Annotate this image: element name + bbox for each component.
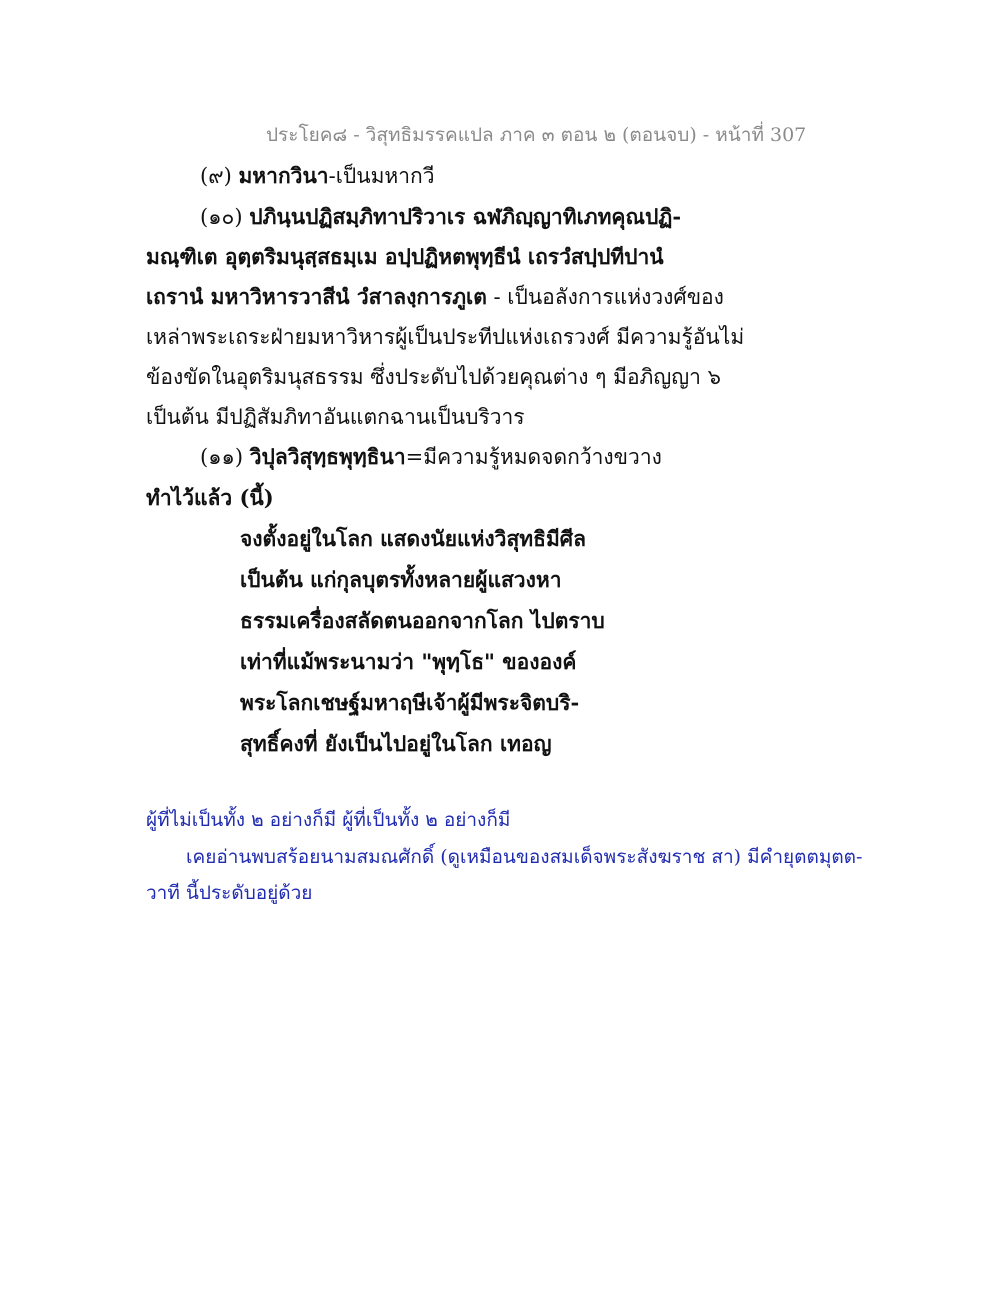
item-9-label: (๙)	[200, 164, 232, 188]
verse-line: พระโลกเชษฐ์มหาฤษีเจ้าผู้มีพระจิตบริ-	[240, 690, 580, 715]
item-10-line-1	[200, 203, 681, 231]
item-11	[200, 443, 662, 471]
verse-line: ธรรมเครื่องสลัดตนออกจากโลก ไปตราบ	[240, 608, 605, 633]
footnote-line-1: ผู้ที่ไม่เป็นทั้ง ๒ อย่างก็มี ผู้ที่เป็นทั้ง ๒ อย่างก็มี	[146, 809, 511, 831]
item-10-line-3	[146, 283, 724, 311]
item-9	[200, 162, 435, 190]
verse-line: เท่าที่แม้พระนามว่า "พุทฺโธ" ขององค์	[240, 649, 577, 674]
item-9-term: มหากวินา	[238, 163, 329, 188]
verse-line: สุทธิ์คงที่ ยังเป็นไปอยู่ในโลก เทอญ	[240, 731, 552, 756]
item-10-line-2: มณฺฑิเต อุตฺตริมนุสฺสธมฺเม อปฺปฏิหตพุทฺธีนํ เถรวํสปฺปทีปานํ	[146, 244, 664, 269]
item-10-pali-1: ปภินฺนปฏิสมฺภิทาปริวาเร ฉฬภิญฺญาทิเภทคุณปฏิ-	[249, 204, 682, 229]
footnote-line-2: เคยอ่านพบสร้อยนามสมณศักดิ์ (ดูเหมือนของสมเด็จพระสังฆราช สา) มีคำยุตตมุตต-	[186, 846, 863, 868]
verse-line: เป็นต้น แก่กุลบุตรทั้งหลายผู้แสวงหา	[240, 567, 562, 592]
item-10-translation-start: - เป็นอลังการแห่งวงศ์ของ	[486, 285, 724, 309]
item-11-label: (๑๑)	[200, 445, 244, 469]
item-10-line-5: ข้องขัดในอุตริมนุสธรรม ซึ่งประดับไปด้วยคุณต่าง ๆ มีอภิญญา ๖	[146, 365, 721, 389]
item-11-term: วิปุลวิสุทฺธพุทฺธินา	[249, 444, 406, 469]
item-10-line-6: เป็นต้น มีปฏิสัมภิทาอันแตกฉานเป็นบริวาร	[146, 405, 525, 429]
footnote-line-3: วาที นี้ประดับอยู่ด้วย	[146, 882, 313, 904]
item-9-meaning: -เป็นมหากวี	[328, 164, 435, 188]
item-10-label: (๑๐)	[200, 205, 243, 229]
page-header: ประโยค๘ - วิสุทธิมรรคแปล ภาค ๓ ตอน ๒ (ตอนจบ) - หน้าที่ 307	[266, 124, 807, 146]
verse-line: จงตั้งอยู่ในโลก แสดงนัยแห่งวิสุทธิมีศีล	[240, 526, 586, 551]
item-10-line-4: เหล่าพระเถระฝ่ายมหาวิหารผู้เป็นประทีปแห่งเถรวงศ์ มีความรู้อันไม่	[146, 325, 745, 349]
item-10-pali-3: เถรานํ มหาวิหารวาสีนํ วํสาลงฺการภูเต	[146, 284, 487, 309]
item-11-meaning: =มีความรู้หมดจดกว้างขวาง	[405, 445, 662, 469]
closing-phrase: ทำไว้แล้ว (นี้)	[146, 485, 274, 510]
